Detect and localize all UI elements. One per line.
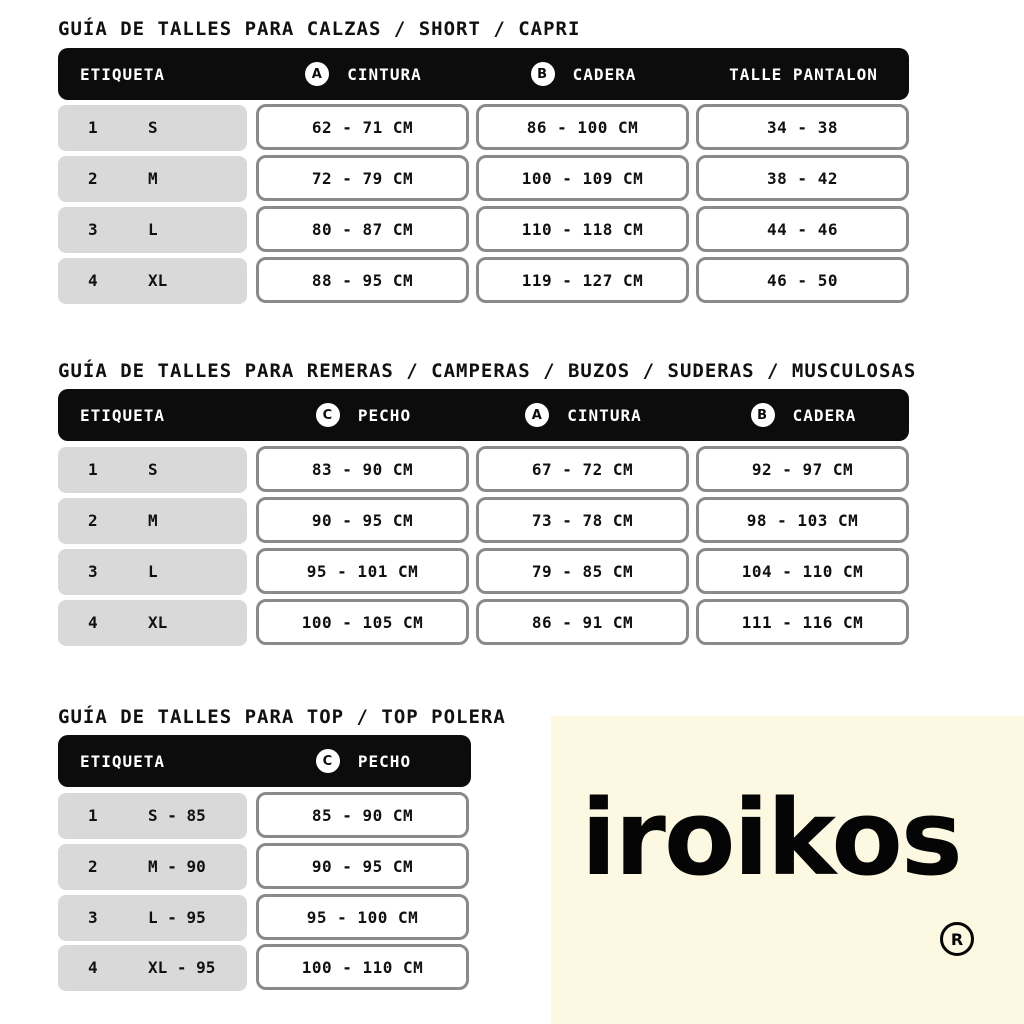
remeras-header-cadera: [697, 389, 910, 441]
row-size: M - 90: [148, 857, 206, 876]
brand-panel: [551, 716, 1024, 1024]
row-number: 2: [88, 169, 98, 188]
remeras-header-cadera-label: CADERA: [792, 405, 857, 425]
row-number: 3: [88, 908, 98, 927]
table-row-label: [58, 207, 247, 253]
calzas-header-talle: TALLE PANTALON: [729, 64, 878, 84]
row-number: 4: [88, 613, 98, 632]
row-number: 1: [88, 806, 98, 825]
row-size: L: [148, 562, 158, 581]
calzas-header-cintura: [257, 48, 470, 100]
table-row-label: [58, 105, 247, 151]
remeras-header-pecho: [257, 389, 470, 441]
remeras-header-pecho-label: PECHO: [357, 405, 412, 425]
table-cell: 38 - 42: [696, 155, 909, 201]
calzas-header-cintura-label: CINTURA: [347, 64, 422, 84]
calzas-header-cadera-label: CADERA: [572, 64, 637, 84]
top-header: [58, 735, 471, 787]
table-row-label: [58, 156, 247, 202]
badge-b-icon: B: [531, 62, 555, 86]
table-row-label: [58, 793, 247, 839]
table-cell: 34 - 38: [696, 104, 909, 150]
table-cell: 85 - 90 CM: [256, 792, 469, 838]
remeras-title: GUÍA DE TALLES PARA REMERAS / CAMPERAS / BUZOS / SUDERAS / MUSCULOSAS: [58, 360, 917, 382]
badge-a-icon: A: [305, 62, 329, 86]
table-cell: 104 - 110 CM: [696, 548, 909, 594]
row-size: XL: [148, 271, 168, 290]
table-cell: 44 - 46: [696, 206, 909, 252]
row-number: 1: [88, 118, 98, 137]
table-row-label: [58, 895, 247, 941]
row-size: L: [148, 220, 158, 239]
table-cell: 73 - 78 CM: [476, 497, 689, 543]
table-row-label: [58, 447, 247, 493]
registered-icon: R: [940, 922, 974, 956]
row-size: S: [148, 460, 158, 479]
table-row-label: [58, 258, 247, 304]
row-number: 2: [88, 511, 98, 530]
table-cell: 95 - 100 CM: [256, 894, 469, 940]
table-cell: 72 - 79 CM: [256, 155, 469, 201]
table-cell: 67 - 72 CM: [476, 446, 689, 492]
row-number: 2: [88, 857, 98, 876]
table-cell: 110 - 118 CM: [476, 206, 689, 252]
row-number: 3: [88, 562, 98, 581]
remeras-header-etiqueta: ETIQUETA: [80, 405, 166, 425]
table-cell: 90 - 95 CM: [256, 843, 469, 889]
row-size: M: [148, 511, 158, 530]
table-cell: 100 - 105 CM: [256, 599, 469, 645]
table-row-label: [58, 549, 247, 595]
table-cell: 86 - 91 CM: [476, 599, 689, 645]
badge-c-icon: C: [316, 749, 340, 773]
row-size: M: [148, 169, 158, 188]
table-row-label: [58, 600, 247, 646]
row-number: 4: [88, 271, 98, 290]
table-cell: 62 - 71 CM: [256, 104, 469, 150]
table-cell: 119 - 127 CM: [476, 257, 689, 303]
table-cell: 80 - 87 CM: [256, 206, 469, 252]
calzas-header-etiqueta: ETIQUETA: [80, 64, 166, 84]
remeras-header-cintura-label: CINTURA: [567, 405, 642, 425]
row-size: L - 95: [148, 908, 206, 927]
badge-c-icon: C: [316, 403, 340, 427]
table-cell: 100 - 110 CM: [256, 944, 469, 990]
row-size: S - 85: [148, 806, 206, 825]
table-row-label: [58, 498, 247, 544]
table-cell: 83 - 90 CM: [256, 446, 469, 492]
row-number: 4: [88, 958, 98, 977]
table-cell: 79 - 85 CM: [476, 548, 689, 594]
table-cell: 46 - 50: [696, 257, 909, 303]
table-cell: 88 - 95 CM: [256, 257, 469, 303]
row-size: XL: [148, 613, 168, 632]
table-cell: 92 - 97 CM: [696, 446, 909, 492]
badge-a-icon: A: [525, 403, 549, 427]
top-title: GUÍA DE TALLES PARA TOP / TOP POLERA: [58, 706, 506, 728]
top-header-pecho-label: PECHO: [357, 751, 412, 771]
table-cell: 100 - 109 CM: [476, 155, 689, 201]
table-row-label: [58, 945, 247, 991]
table-row-label: [58, 844, 247, 890]
table-cell: 111 - 116 CM: [696, 599, 909, 645]
brand-logo: iroikos: [581, 777, 961, 899]
remeras-header: [58, 389, 909, 441]
table-cell: 98 - 103 CM: [696, 497, 909, 543]
row-size: S: [148, 118, 158, 137]
calzas-header: [58, 48, 909, 100]
calzas-header-cadera: [477, 48, 690, 100]
top-header-pecho: [257, 735, 470, 787]
table-cell: 86 - 100 CM: [476, 104, 689, 150]
remeras-header-cintura: [477, 389, 690, 441]
table-cell: 95 - 101 CM: [256, 548, 469, 594]
table-cell: 90 - 95 CM: [256, 497, 469, 543]
row-number: 1: [88, 460, 98, 479]
badge-b-icon: B: [751, 403, 775, 427]
row-number: 3: [88, 220, 98, 239]
calzas-title: GUÍA DE TALLES PARA CALZAS / SHORT / CAPRI: [58, 18, 581, 40]
row-size: XL - 95: [148, 958, 216, 977]
top-header-etiqueta: ETIQUETA: [80, 751, 166, 771]
